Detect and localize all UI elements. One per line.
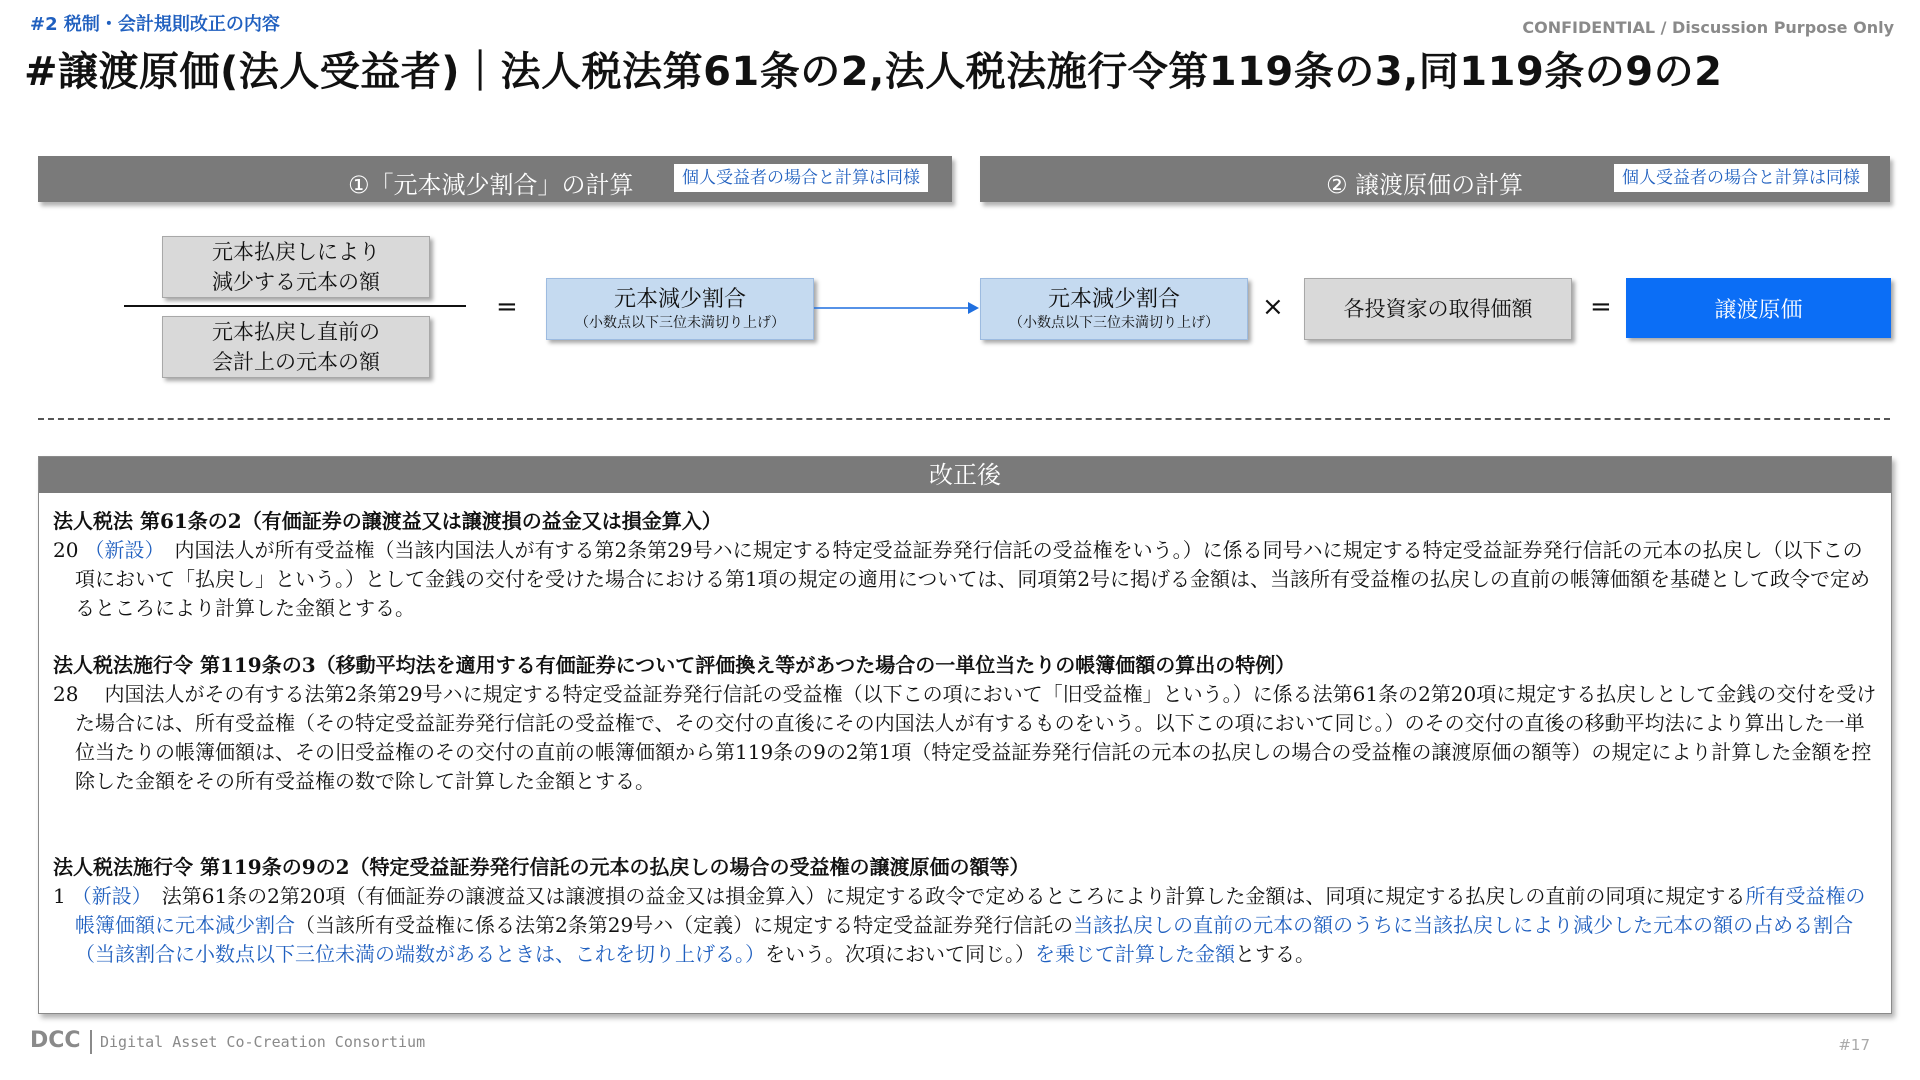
article-number: 1 xyxy=(53,884,66,908)
section-badge-ratio: 個人受益者の場合と計算は同様 xyxy=(674,164,928,192)
ratio-box-2-main: 元本減少割合 xyxy=(1047,287,1180,312)
highlight-text-1: 所有受益権の帳簿価額に元本減少割合 xyxy=(75,884,1866,937)
result-transfer-cost-box: 譲渡原価 xyxy=(1626,278,1891,338)
article-body xyxy=(53,536,1879,623)
article-text: 内国法人がその有する法第2条第29号ハに規定する特定受益証券発行信託の受益権（以下この項において「旧受益権」という。）に係る法第61条の2第20項に規定する払戻しとして金銭の交付を受けた場合には、所有受益権（その特定受益証券発行信託の受益権で、その交付の直後にその内国法人が有するものをいう。以下この項において同じ。）のその交付の直後の移動平均法により算出した一単位当たりの帳簿価額は、その旧受益権のその交付の直前の帳簿価額から第119条の9の2第1項（特定受益証券発行信託の元本の払戻しの場合の受益権の譲渡原価の額等）の規定により計算した金額を控除した金額をその所有受益権の数で除して計算した金額とする。 xyxy=(75,682,1877,793)
section-label: #2 税制・会計規則改正の内容 xyxy=(30,14,280,35)
new-tag: （新設） xyxy=(71,884,142,908)
ratio-box-2-sub: （小数点以下三位未満切り上げ） xyxy=(1009,315,1219,331)
equals-sign-1: = xyxy=(496,292,518,322)
article-119-3 xyxy=(53,651,1879,796)
confidential-label: CONFIDENTIAL / Discussion Purpose Only xyxy=(1522,18,1894,37)
article-number: 28 xyxy=(53,682,79,706)
section-bar-cost-calculation xyxy=(980,156,1890,202)
article-text-1: 法第61条の2第20項（有価証券の譲渡益又は譲渡損の益金又は損金算入）に規定する政令で定めるところにより計算した金額は、同項に規定する払戻しの直前の同項に規定する xyxy=(141,884,1746,908)
denominator-box xyxy=(162,316,430,378)
panel-heading: 改正後 xyxy=(39,457,1891,493)
article-title: 法人税法 第61条の2（有価証券の譲渡益又は譲渡損の益金又は損金算入） xyxy=(53,509,722,533)
article-text-3: をいう。次項において同じ。） xyxy=(765,942,1035,966)
fraction-line xyxy=(124,305,466,307)
numerator-box xyxy=(162,236,430,298)
highlight-text-2: 当該払戻しの直前の元本の額のうちに当該払戻しにより減少した元本の額の占める割合（当該割合に小数点以下三位未満の端数があるときは、これを切り上げる。） xyxy=(75,913,1854,966)
new-tag: （新設） xyxy=(84,538,155,562)
page-title: #譲渡原価(法人受益者)｜法人税法第61条の2,法人税法施行令第119条の3,同119条の9の2 xyxy=(24,49,1723,95)
acquisition-cost-box: 各投資家の取得価額 xyxy=(1304,278,1572,340)
article-title: 法人税法施行令 第119条の3（移動平均法を適用する有価証券について評価換え等があつた場合の一単位当たりの帳簿価額の算出の特例） xyxy=(53,653,1296,677)
ratio-box-2 xyxy=(980,278,1248,340)
article-title: 法人税法施行令 第119条の9の2（特定受益証券発行信託の元本の払戻しの場合の受益権の譲渡原価の額等） xyxy=(53,855,1030,879)
numerator-line-2: 減少する元本の額 xyxy=(212,270,380,294)
denominator-line-2: 会計上の元本の額 xyxy=(212,350,380,374)
times-sign: × xyxy=(1262,292,1284,322)
page-number: #17 xyxy=(1838,1036,1870,1054)
article-body xyxy=(53,882,1879,969)
numerator-line-1: 元本払戻しにより xyxy=(212,240,380,264)
highlight-text-3: を乗じて計算した金額 xyxy=(1035,942,1235,966)
article-text: 内国法人が所有受益権（当該内国法人が有する第2条第29号ハに規定する特定受益証券発行信託の受益権をいう。）に係る同号ハに規定する特定受益証券発行信託の元本の払戻し（以下この項において「払戻し」という。）として金銭の交付を受けた場合における第1項の規定の適用については、同項第2号に掲げる金額は、当該所有受益権の払戻しの直前の帳簿価額を基礎として政令で定めるところにより計算した金額とする。 xyxy=(75,538,1871,620)
article-text-2: （当該所有受益権に係る法第2条第29号ハ（定義）に規定する特定受益証券発行信託の xyxy=(295,913,1074,937)
section-title-ratio: ①「元本減少割合」の計算 xyxy=(348,171,634,199)
section-title-cost: ② 譲渡原価の計算 xyxy=(1326,171,1524,199)
article-body xyxy=(53,680,1879,796)
equals-sign-2: = xyxy=(1590,292,1612,322)
article-119-9-2 xyxy=(53,853,1879,969)
article-text-4: とする。 xyxy=(1235,942,1315,966)
article-61-2 xyxy=(53,507,1879,623)
ratio-box-1-main: 元本減少割合 xyxy=(613,287,746,312)
ratio-box-1-sub: （小数点以下三位未満切り上げ） xyxy=(575,315,785,331)
denominator-line-1: 元本払戻し直前の xyxy=(212,320,380,344)
footer-org-name: Digital Asset Co-Creation Consortium xyxy=(100,1033,426,1051)
article-number: 20 xyxy=(53,538,79,562)
footer-logo: DCC xyxy=(30,1028,81,1053)
section-bar-ratio-calculation xyxy=(38,156,952,202)
ratio-box-1 xyxy=(546,278,814,340)
amendment-panel xyxy=(38,456,1892,1014)
arrow-right-icon xyxy=(812,298,980,318)
footer-separator xyxy=(90,1030,92,1054)
dashed-divider xyxy=(38,418,1890,420)
section-badge-cost: 個人受益者の場合と計算は同様 xyxy=(1614,164,1868,192)
